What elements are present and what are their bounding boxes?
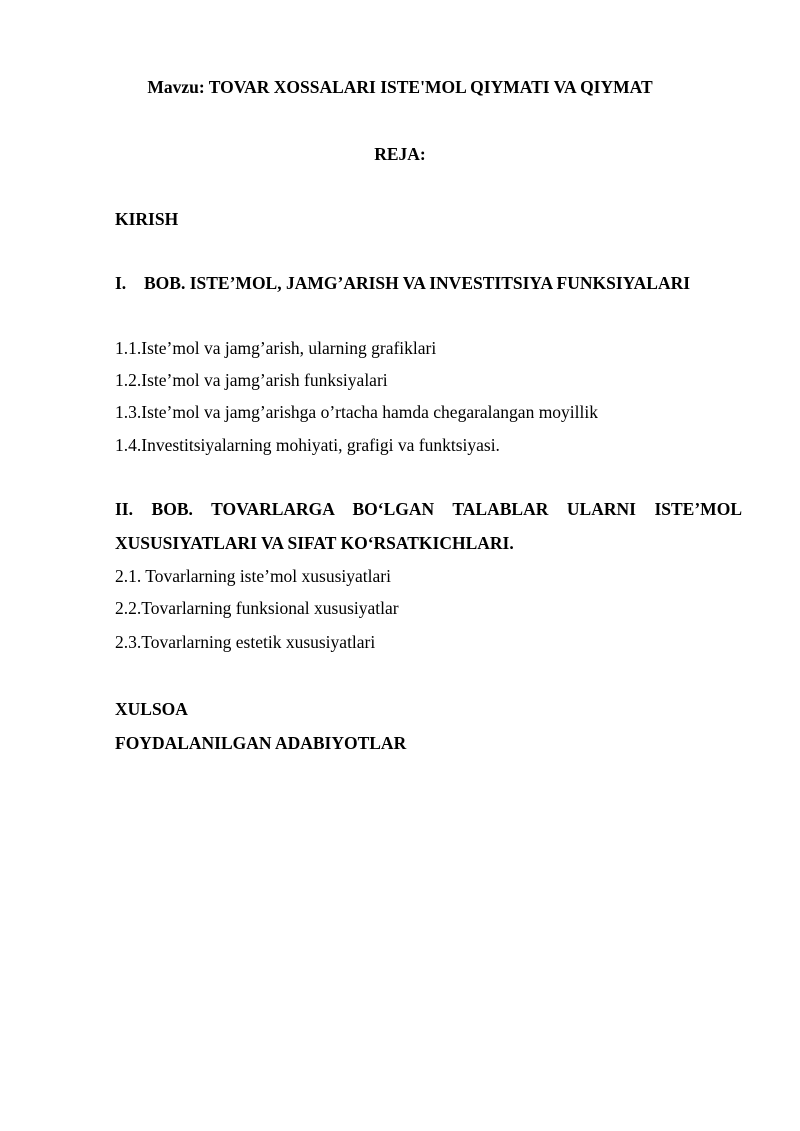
- chapter1-item: 1.1.Iste’mol va jamg’arish, ularning grafiklari: [115, 338, 437, 358]
- chapter2-item: 2.2.Tovarlarning funksional xususiyatlar: [115, 598, 399, 618]
- introduction-heading: KIRISH: [115, 209, 179, 229]
- chapter1-item: 1.3.Iste’mol va jamg’arishga o’rtacha hamda chegaralangan moyillik: [115, 402, 599, 422]
- chapter1-title: BOB. ISTE’MOL, JAMG’ARISH VA INVESTITSIYA FUNKSIYALARI: [144, 273, 691, 293]
- chapter2-item: 2.3.Tovarlarning estetik xususiyatlari: [115, 632, 376, 652]
- conclusion-heading: XULSOA: [115, 699, 188, 719]
- chapter2-heading-line1: II. BOB. TOVARLARGA BO‘LGAN TALABLAR ULARNI ISTE’MOL: [115, 499, 742, 519]
- document-title: Mavzu: TOVAR XOSSALARI ISTE'MOL QIYMATI VA QIYMAT: [147, 77, 653, 97]
- chapter1-item: 1.2.Iste’mol va jamg’arish funksiyalari: [115, 370, 388, 390]
- chapter2-heading-line2: XUSUSIYATLARI VA SIFAT KO‘RSATKICHLARI.: [115, 533, 514, 553]
- references-heading: FOYDALANILGAN ADABIYOTLAR: [115, 733, 407, 753]
- chapter2-item: 2.1. Tovarlarning iste’mol xususiyatlari: [115, 566, 391, 586]
- chapter1-heading: [115, 272, 690, 294]
- chapter1-number: I.: [115, 273, 127, 293]
- chapter1-item: 1.4.Investitsiyalarning mohiyati, grafigi va funktsiyasi.: [115, 435, 500, 455]
- plan-heading: REJA:: [374, 144, 426, 164]
